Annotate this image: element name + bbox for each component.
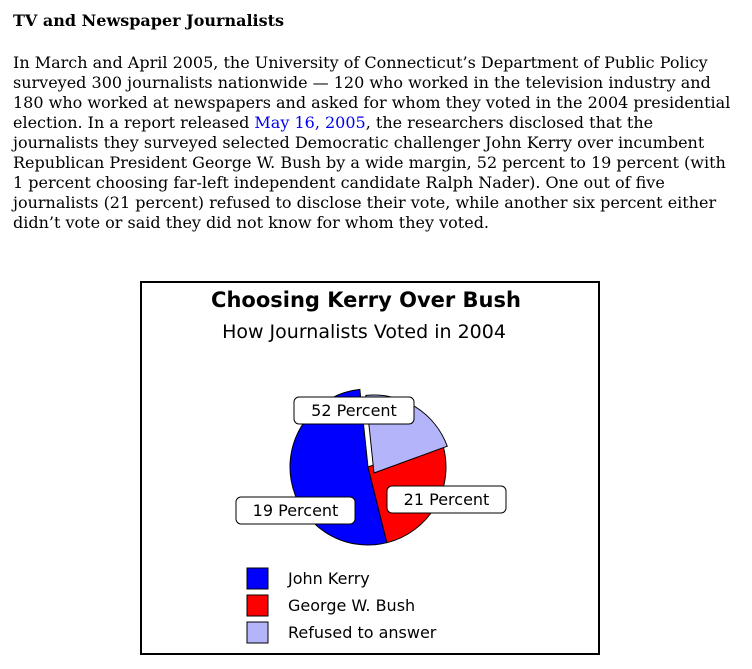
legend-label-2: George W. Bush	[288, 596, 416, 615]
legend-swatch-2	[247, 595, 268, 616]
legend-swatch-3	[247, 622, 268, 643]
pie-legend	[247, 568, 437, 643]
callout-label-2: 19 Percent	[252, 501, 339, 520]
legend-label-1: John Kerry	[288, 569, 370, 588]
intro-text-part-1: In March and April 2005, the University of Connecticut’s Department of Public Policy surveyed 300 journalists nationwide — 120 who worked in the television industry and 180 who worked at newspapers and asked for whom they voted in the 2004 presidential election. In a report released	[13, 53, 731, 132]
chart-frame	[140, 281, 600, 655]
legend-label-3: Refused to answer	[288, 623, 437, 642]
callout-label-3: 21 Percent	[403, 490, 490, 509]
intro-text-part-2: , the researchers disclosed that the journalists they surveyed selected Democratic challenger John Kerry over incumbent Republican President George W. Bush by a wide margin, 52 percent to 19 percent (with 1 percent choosing far-left independent candidate Ralph Nader). One out of five journalists (21 percent) refused to disclose their vote, while another six percent either didn’t vote or said they did not know for whom they voted.	[13, 113, 726, 232]
chart-subtitle: How Journalists Voted in 2004	[222, 321, 506, 343]
pie-chart	[142, 283, 598, 653]
article-heading: TV and Newspaper Journalists	[13, 11, 285, 30]
callout-label-1: 52 Percent	[311, 401, 397, 420]
article-intro	[13, 53, 741, 233]
chart-title: Choosing Kerry Over Bush	[211, 288, 521, 312]
report-date-link[interactable]: May 16, 2005	[254, 113, 366, 132]
legend-swatch-1	[247, 568, 268, 589]
